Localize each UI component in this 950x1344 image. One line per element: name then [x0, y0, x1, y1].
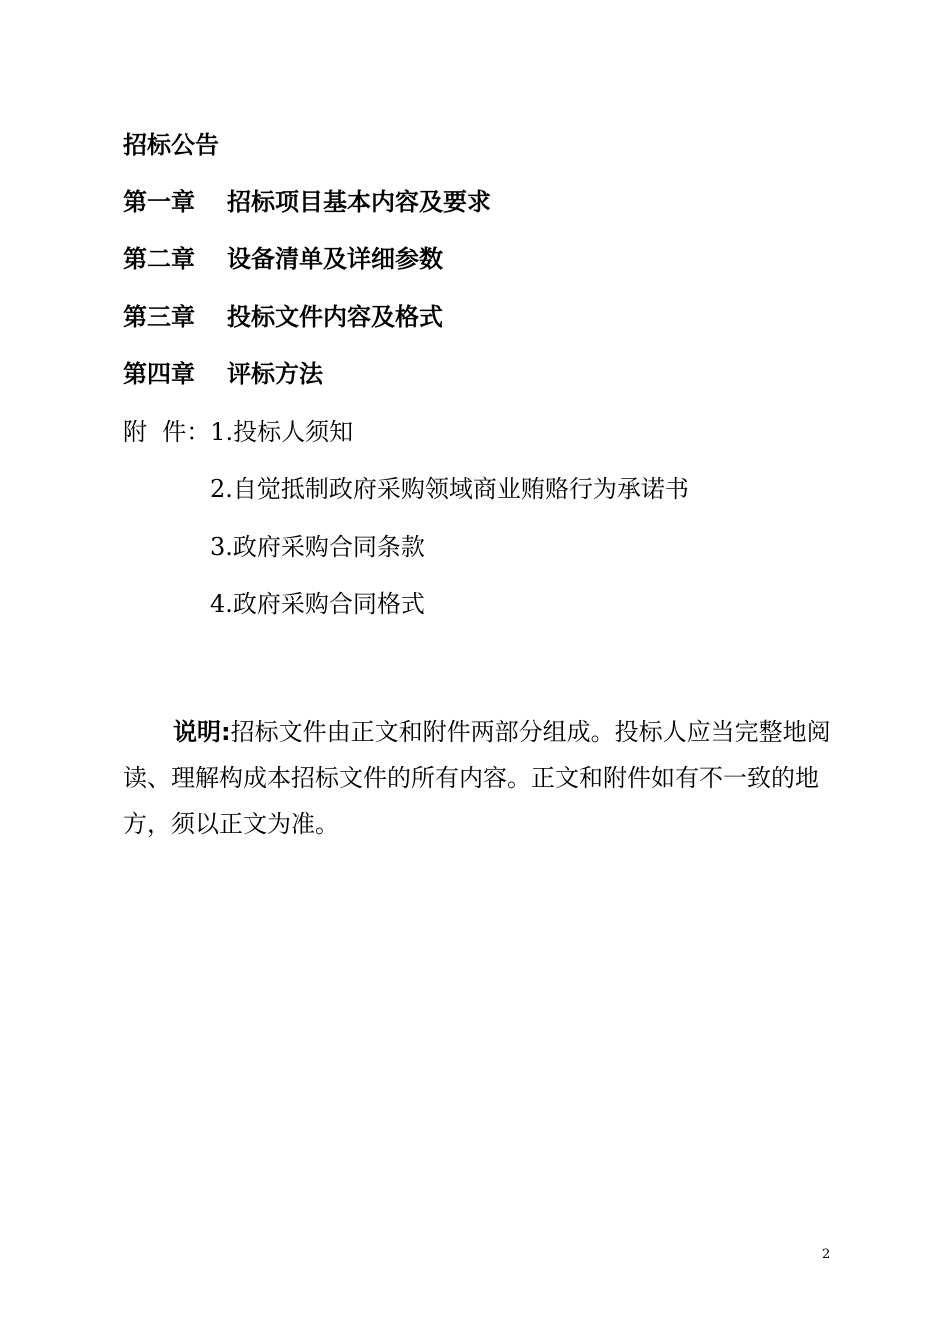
chapter-3-title: 投标文件内容及格式 [227, 303, 443, 331]
chapter-3-row [123, 301, 443, 333]
chapter-4-title: 评标方法 [227, 360, 323, 388]
notice-heading: 招标公告 [123, 131, 219, 159]
note-label: 说明: [173, 718, 231, 746]
note-paragraph [123, 709, 833, 847]
attachments-row [123, 416, 353, 448]
chapter-1-title: 招标项目基本内容及要求 [227, 188, 491, 216]
note-text: 招标文件由正文和附件两部分组成。投标人应当完整地阅读、理解构成本招标文件的所有内容。正文和附件如有不一致的地方，须以正文为准。 [123, 718, 831, 838]
chapter-1-number: 第一章 [123, 188, 195, 216]
attachments-label: 附 件： [123, 418, 211, 446]
chapter-2-title: 设备清单及详细参数 [227, 245, 443, 273]
chapter-2-row [123, 243, 443, 275]
attachment-item-2: 2.自觉抵制政府采购领域商业贿赂行为承诺书 [210, 475, 689, 503]
chapter-2-number: 第二章 [123, 245, 195, 273]
chapter-1-row [123, 186, 491, 218]
chapter-3-number: 第三章 [123, 303, 195, 331]
chapter-4-row [123, 358, 323, 390]
page-number: 2 [822, 1247, 831, 1262]
chapter-4-number: 第四章 [123, 360, 195, 388]
attachment-item-1: 1.投标人须知 [210, 418, 354, 446]
attachment-item-3: 3.政府采购合同条款 [210, 533, 425, 561]
attachment-item-4: 4.政府采购合同格式 [210, 590, 425, 618]
